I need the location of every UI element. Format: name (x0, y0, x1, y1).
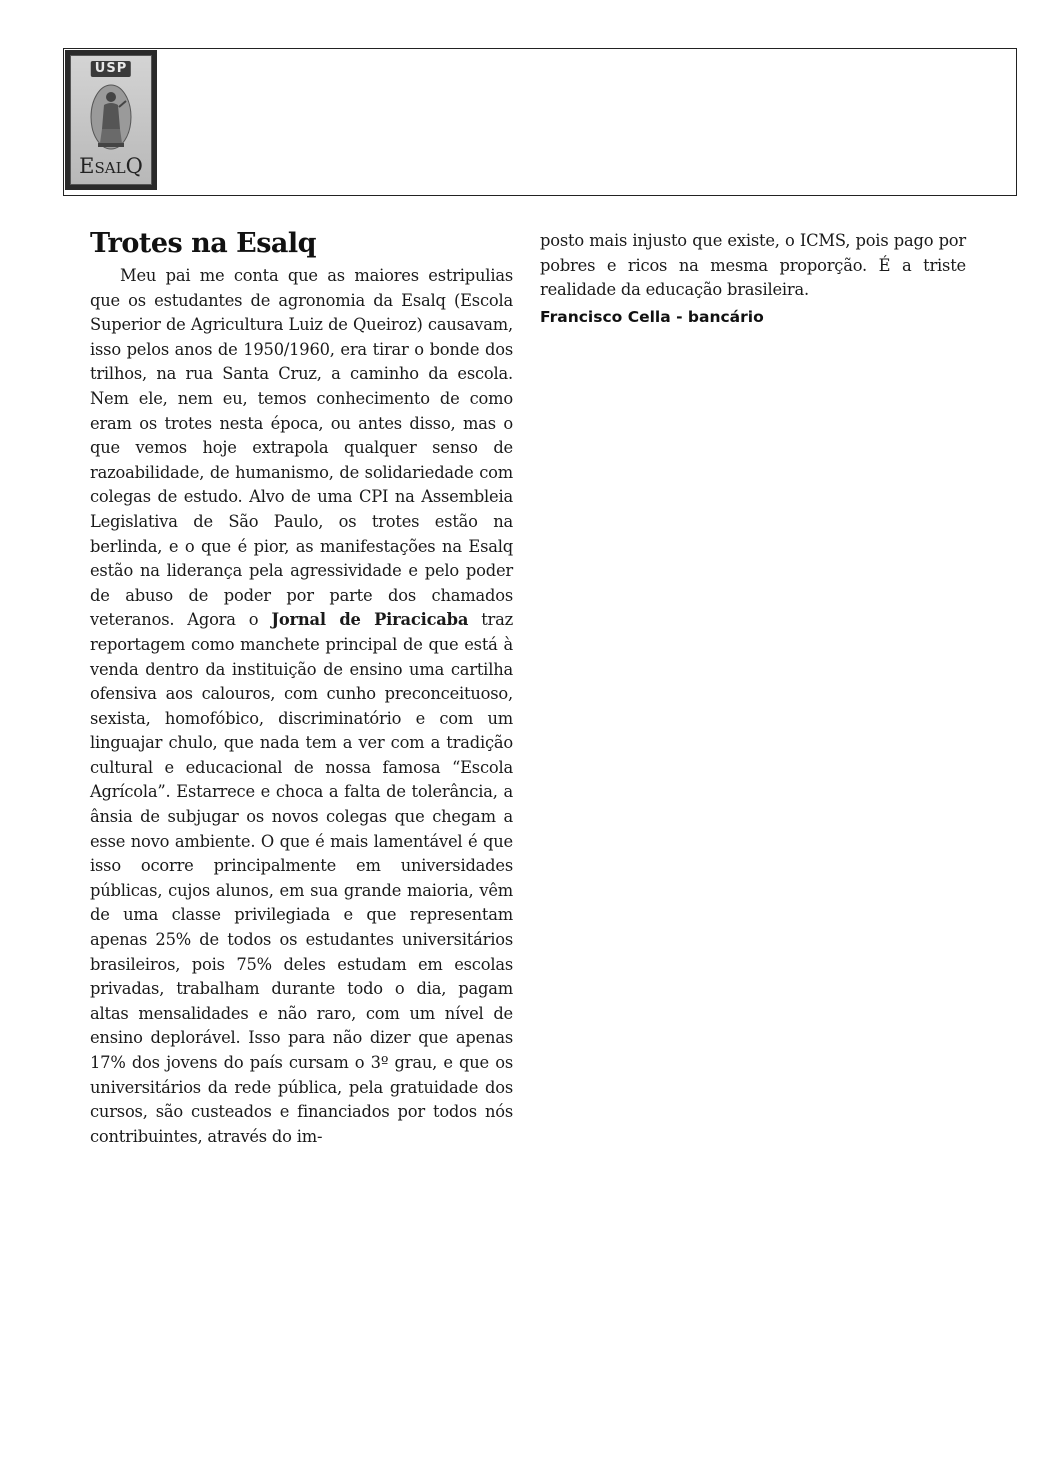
article-body-continued: posto mais injusto que existe, o ICMS, pois pago por pobres e ricos na mesma proporção. É a triste realidade da educação brasileira. (540, 231, 966, 300)
logo-panel (70, 55, 152, 185)
article-body-part1: Meu pai me conta que as maiores estripulias que os estudantes de agronomia da Esalq (Escola Superior de Agricultura Luiz de Queiroz) causavam, isso pelos anos de 1950/1960, era tirar o bonde dos trilhos, na rua Santa Cruz, a caminho da escola. Nem ele, nem eu, temos conhecimento de como eram os trotes nesta época, ou antes disso, mas o que vemos hoje extrapola qualquer senso de razoabilidade, de humanismo, de solidariedade com colegas de estudo. Alvo de uma CPI na Assembleia Legislativa de São Paulo, os trotes estão na berlinda, e o que é pior, as manifestações na Esalq estão na liderança pela agressividade e pelo poder de abuso de poder por parte dos chamados veteranos. Agora o (90, 266, 513, 630)
statue-icon (86, 81, 136, 153)
logo-esalq-label: ESALQ (79, 154, 143, 178)
newspaper-name: Jornal de Piracicaba (271, 610, 469, 630)
logo-usp-label: USP (91, 61, 131, 77)
article-column-right (540, 229, 966, 329)
article-body (90, 264, 513, 1149)
article-title: Trotes na Esalq (90, 228, 317, 259)
article-body-part2: traz reportagem como manchete principal de que está à venda dentro da instituição de ensino uma cartilha ofensiva aos calouros, com cunho preconceituoso, sexista, homofóbico, discriminatório e com um linguajar chulo, que nada tem a ver com a tradição cultural e educacional de nossa famosa “Escola Agrícola”. Estarrece e choca a falta de tolerância, a ânsia de subjugar os novos colegas que chegam a esse novo ambiente. O que é mais lamentável é que isso ocorre principalmente em universidades públicas, cujos alunos, em sua grande maioria, vêm de uma classe privilegiada e que representam apenas 25% de todos os estudantes universitários brasileiros, pois 75% deles estudam em escolas privadas, trabalham durante todo o dia, pagam altas mensalidades e não raro, com um nível de ensino deplorável. Isso para não dizer que apenas 17% dos jovens do país cursam o 3º grau, e que os universitários da rede pública, pela gratuidade dos cursos, são custeados e financiados por todos nós contribuintes, através do im- (90, 610, 513, 1146)
article-column-left (90, 226, 513, 1149)
header-frame (63, 48, 1017, 196)
author-signature: Francisco Cella - bancário (540, 307, 764, 326)
esalq-logo (65, 50, 157, 190)
